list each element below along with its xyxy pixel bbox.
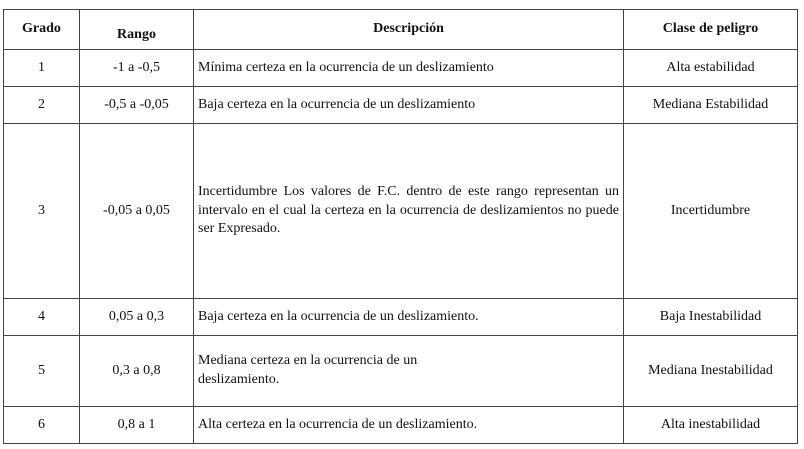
table-row xyxy=(4,87,798,124)
cell-grado: 2 xyxy=(4,87,80,124)
header-descripcion: Descripción xyxy=(194,10,624,50)
hazard-classification-table xyxy=(3,9,798,444)
cell-rango: 0,3 a 0,8 xyxy=(80,336,194,407)
header-grado: Grado xyxy=(4,10,80,50)
cell-grado: 3 xyxy=(4,124,80,299)
cell-grado: 6 xyxy=(4,407,80,444)
cell-grado: 5 xyxy=(4,336,80,407)
header-row xyxy=(4,10,798,50)
header-clase: Clase de peligro xyxy=(624,10,798,50)
table-row xyxy=(4,299,798,336)
cell-clase: Alta estabilidad xyxy=(624,50,798,87)
cell-rango: 0,05 a 0,3 xyxy=(80,299,194,336)
cell-rango: -0,05 a 0,05 xyxy=(80,124,194,299)
cell-clase: Baja Inestabilidad xyxy=(624,299,798,336)
cell-descripcion: Mínima certeza en la ocurrencia de un deslizamiento xyxy=(194,50,624,87)
cell-clase: Incertidumbre xyxy=(624,124,798,299)
cell-rango: -1 a -0,5 xyxy=(80,50,194,87)
cell-clase: Mediana Estabilidad xyxy=(624,87,798,124)
cell-descripcion: Alta certeza en la ocurrencia de un deslizamiento. xyxy=(194,407,624,444)
cell-grado: 4 xyxy=(4,299,80,336)
table-row xyxy=(4,50,798,87)
cell-descripcion: Incertidumbre Los valores de F.C. dentro de este rango representan un intervalo en el cual la certeza en la ocurrencia de deslizamientos no puede ser Expresado. xyxy=(194,124,624,299)
cell-rango: 0,8 a 1 xyxy=(80,407,194,444)
header-rango: Rango xyxy=(80,10,194,50)
cell-descripcion: Baja certeza en la ocurrencia de un deslizamiento. xyxy=(194,299,624,336)
cell-rango: -0,5 a -0,05 xyxy=(80,87,194,124)
cell-clase: Alta inestabilidad xyxy=(624,407,798,444)
cell-clase: Mediana Inestabilidad xyxy=(624,336,798,407)
table-row xyxy=(4,124,798,299)
cell-descripcion: Mediana certeza en la ocurrencia de un deslizamiento. xyxy=(194,336,624,407)
table-row xyxy=(4,336,798,407)
table-row xyxy=(4,407,798,444)
cell-descripcion: Baja certeza en la ocurrencia de un deslizamiento xyxy=(194,87,624,124)
cell-grado: 1 xyxy=(4,50,80,87)
